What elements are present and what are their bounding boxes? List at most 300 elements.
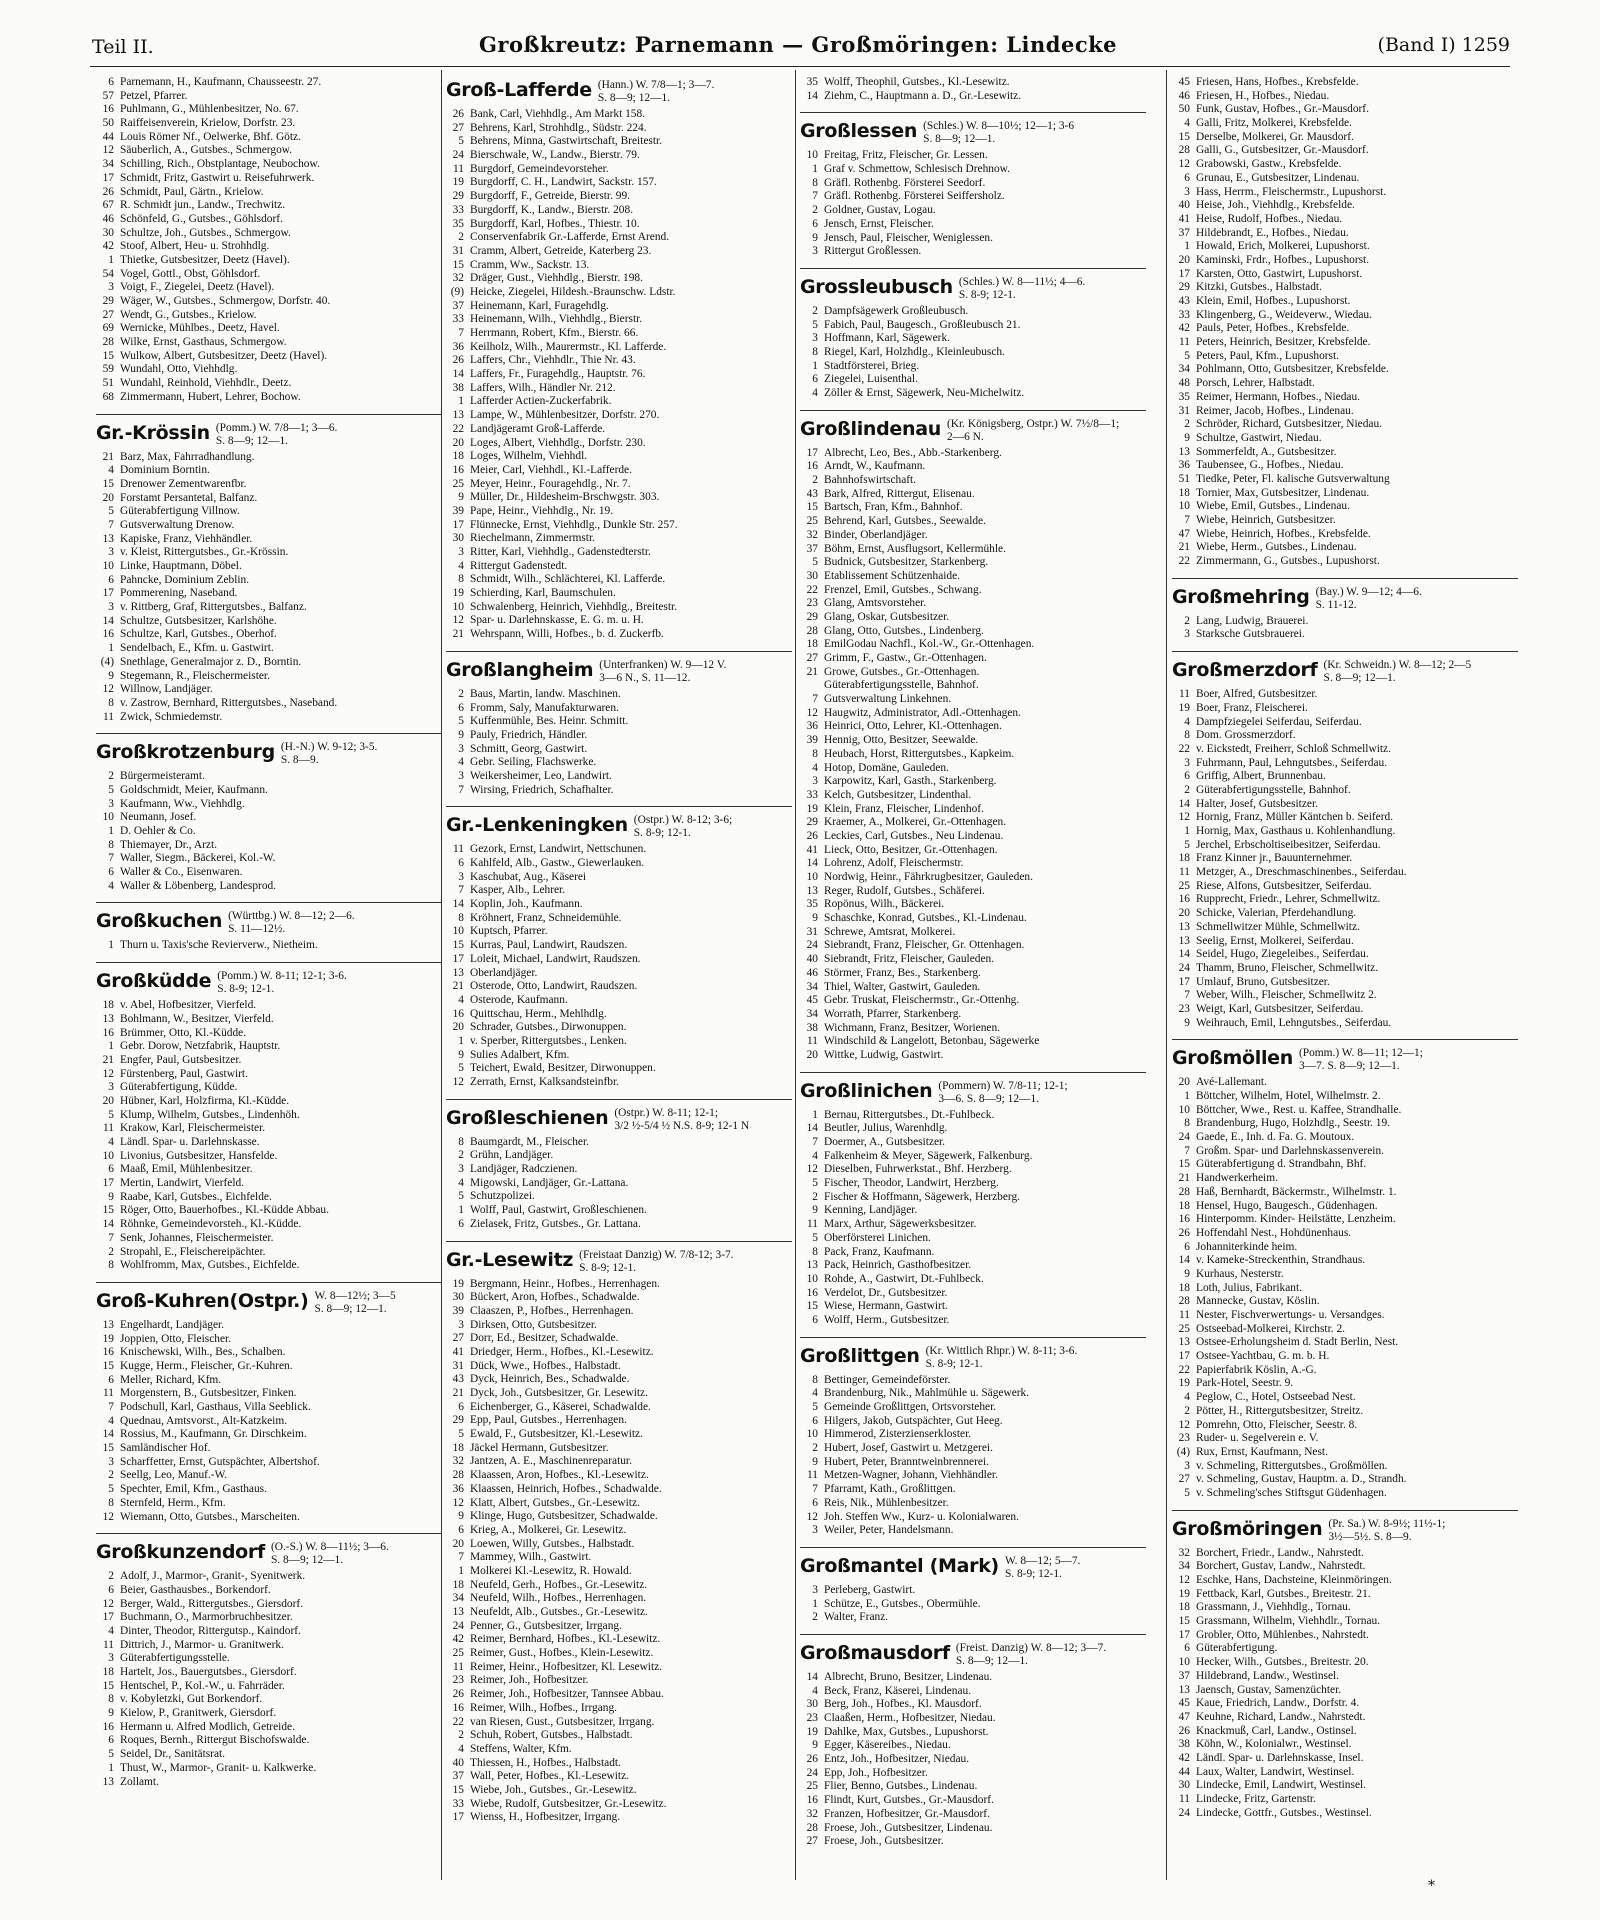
- phone-number: 4: [1184, 117, 1190, 130]
- phone-number: 11: [807, 1469, 818, 1482]
- subscriber-name: Pauls, Peter, Hofbes., Krebsfelde.: [1196, 322, 1350, 335]
- phone-number: 4: [108, 879, 114, 892]
- subscriber-entry: [96, 1095, 442, 1109]
- subscriber-name: Bettinger, Gemeindeförster.: [824, 1373, 951, 1386]
- phone-number: 25: [806, 515, 818, 528]
- phone-number: 15: [102, 1442, 114, 1455]
- subscriber-name: Ländl. Spar- u. Darlehnskasse.: [120, 1136, 260, 1148]
- subscriber-entry: [96, 227, 442, 241]
- subscriber-entry: [1172, 363, 1518, 377]
- subscriber-name: Reimer, Heinr., Hofbesitzer, Kl. Lesewitz.: [470, 1660, 663, 1673]
- subscriber-name: Baumgardt, M., Fleischer.: [470, 1135, 589, 1148]
- subscriber-name: Klaassen, Heinrich, Hofbes., Schadwalde.: [470, 1482, 662, 1495]
- subscriber-entry: [1172, 459, 1518, 473]
- subscriber-entry: [1172, 1131, 1518, 1145]
- subscriber-entry: [446, 702, 792, 716]
- subscriber-name: Neufeld, Gerh., Hofbes., Gr.-Lesewitz.: [470, 1578, 648, 1591]
- subscriber-entry: [446, 980, 792, 994]
- subscriber-entry: [800, 90, 1146, 104]
- subscriber-name: Güterabfertigungsstelle, Bahnhof.: [1196, 783, 1351, 796]
- subscriber-name: Wiebe, Heinrich, Gutsbesitzer.: [1196, 514, 1336, 526]
- subscriber-entry: [1172, 117, 1518, 131]
- subscriber-entry: [800, 707, 1146, 721]
- subscriber-name: Schmidt, Wilh., Schlächterei, Kl. Lafferde.: [470, 573, 666, 586]
- subscriber-entry: [446, 1606, 792, 1620]
- subscriber-entry: [96, 240, 442, 254]
- subscriber-name: Starksche Gutsbrauerei.: [1196, 628, 1305, 641]
- subscriber-entry: [96, 464, 442, 478]
- phone-number: 2: [108, 1245, 114, 1258]
- subscriber-entry: [446, 1414, 792, 1428]
- subscriber-name: Loges, Wilhelm, Viehhdl.: [470, 450, 588, 463]
- phone-number: 18: [1178, 1281, 1190, 1294]
- phone-number: 8: [108, 1693, 114, 1706]
- phone-number: 39: [452, 1304, 464, 1317]
- subscriber-entry: [446, 1620, 792, 1634]
- subscriber-entry: [1172, 839, 1518, 853]
- subscriber-name: Conservenfabrik Gr.-Lafferde, Ernst Arend.: [470, 231, 670, 244]
- phone-number: 10: [1178, 1103, 1190, 1116]
- subscriber-name: Schmellwitzer Mühle, Schmellwitz.: [1196, 920, 1360, 933]
- subscriber-entry: [1172, 1282, 1518, 1296]
- subscriber-entry: [1172, 1615, 1518, 1629]
- subscriber-name: v. Schmeling, Gustav, Hauptm. a. D., Strandh.: [1196, 1473, 1407, 1486]
- subscriber-name: Fuhrmann, Paul, Lehngutsbes., Seiferdau.: [1196, 756, 1388, 769]
- phone-number: 22: [1178, 555, 1190, 568]
- subscriber-name: Engfer, Paul, Gutsbesitzer.: [120, 1053, 242, 1066]
- subscriber-name: Rossius, M., Kaufmann, Gr. Dirschkeim.: [120, 1428, 307, 1441]
- office-hours-sunday: 2—6 N.: [947, 430, 984, 443]
- phone-number: 8: [458, 1135, 464, 1148]
- phone-number: 28: [806, 1821, 818, 1834]
- place-name: Großmausdorf: [800, 1641, 950, 1664]
- subscriber-entry: [96, 199, 442, 213]
- directory-column-3: [800, 76, 1146, 1849]
- subscriber-entry: [800, 1136, 1146, 1150]
- phone-number: 5: [812, 1401, 818, 1413]
- phone-number: 14: [452, 898, 464, 911]
- office-hours: [926, 1345, 1078, 1371]
- subscriber-name: Binder, Oberlandjäger.: [824, 528, 928, 541]
- subscriber-name: Etablissement Schützenhaide.: [824, 569, 961, 582]
- phone-number: 17: [452, 1811, 464, 1824]
- subscriber-name: Derselbe, Molkerei, Gr. Mausdorf.: [1196, 130, 1354, 143]
- subscriber-name: Schultze, Karl, Gutsbes., Oberhof.: [120, 628, 277, 641]
- phone-number: 7: [812, 693, 818, 706]
- subscriber-name: Lindecke, Fritz, Gartenstr.: [1196, 1793, 1316, 1805]
- subscriber-entry: [96, 1428, 442, 1442]
- phone-number: 2: [812, 304, 818, 317]
- subscriber-entry: [96, 1721, 442, 1735]
- subscriber-name: Ziehm, C., Hauptmann a. D., Gr.-Lesewitz.: [824, 89, 1022, 102]
- subscriber-entry: [96, 1109, 442, 1123]
- subscriber-name: Dom. Grossmerzdorf.: [1196, 729, 1296, 742]
- subscriber-entry: [446, 857, 792, 871]
- subscriber-name: Grunau, E., Gutsbesitzer, Lindenau.: [1196, 171, 1360, 184]
- subscriber-entry: [800, 1511, 1146, 1525]
- subscriber-name: Siebrandt, Fritz, Fleischer, Gauleden.: [824, 953, 995, 966]
- phone-number: 45: [1178, 76, 1190, 88]
- subscriber-entry: [1172, 907, 1518, 921]
- subscriber-name: Thurn u. Taxis'sche Revierverw., Nietheim.: [120, 939, 318, 952]
- subscriber-name: Hornig, Franz, Müller Käntchen b. Seiferd.: [1196, 811, 1394, 824]
- subscriber-entry: [1172, 528, 1518, 542]
- phone-number: 19: [806, 1725, 818, 1738]
- subscriber-entry: [1172, 227, 1518, 241]
- office-hours-weekday: (Unterfranken) W. 9—12 V.: [599, 658, 727, 671]
- subscriber-entry: [800, 1300, 1146, 1314]
- place-section-gr-kroessin: [96, 414, 442, 725]
- subscriber-name: Livonius, Gutsbesitzer, Hansfelde.: [120, 1149, 278, 1162]
- phone-number: 2: [108, 1469, 114, 1482]
- subscriber-entry: [1172, 743, 1518, 757]
- phone-number: 9: [458, 728, 464, 741]
- phone-number: 13: [1178, 920, 1190, 933]
- place-name: Großmerzdorf: [1172, 659, 1318, 682]
- subscriber-name: Pahncke, Dominium Zeblin.: [120, 573, 250, 586]
- subscriber-name: Penner, G., Gutsbesitzer, Irrgang.: [470, 1619, 622, 1632]
- subscriber-name: Mammey, Wilh., Gastwirt.: [470, 1551, 592, 1564]
- phone-number: 7: [108, 1401, 114, 1413]
- subscriber-entry: [1172, 1752, 1518, 1766]
- subscriber-entry: [800, 953, 1146, 967]
- phone-number: 45: [806, 994, 818, 1007]
- subscriber-name: v. Kleist, Rittergutsbes., Gr.-Krössin.: [120, 546, 289, 559]
- subscriber-entry: [800, 1204, 1146, 1218]
- subscriber-entry: [446, 1373, 792, 1387]
- subscriber-name: Riechelmann, Zimmermstr.: [470, 532, 595, 545]
- phone-number: 13: [452, 966, 464, 979]
- subscriber-entry: [1172, 729, 1518, 743]
- subscriber-entry: [800, 218, 1146, 232]
- subscriber-entry: [446, 1149, 792, 1163]
- subscriber-entry: [1172, 615, 1518, 629]
- subscriber-name: v. Schmeling'sches Stiftsgut Güdenhagen.: [1196, 1486, 1387, 1499]
- subscriber-name: Sommerfeldt, A., Gutsbesitzer.: [1196, 445, 1337, 458]
- phone-number: 35: [806, 898, 818, 911]
- phone-number: 26: [452, 1688, 464, 1701]
- subscriber-name: Raiffeisenverein, Krielow, Dorfstr. 23.: [120, 117, 296, 130]
- subscriber-name: v. Zastrow, Bernhard, Rittergutsbes., Naseband.: [120, 696, 338, 709]
- subscriber-name: Kröhnert, Franz, Schneidemühle.: [470, 911, 622, 924]
- subscriber-name: Thiel, Walter, Gastwirt, Gauleden.: [824, 980, 981, 993]
- subscriber-name: Seellg, Leo, Manuf.-W.: [120, 1469, 228, 1482]
- subscriber-name: Behrens, Minna, Gastwirtschaft, Breitestr.: [470, 135, 663, 148]
- subscriber-name: Hildebrand, Landw., Westinsel.: [1196, 1669, 1340, 1682]
- phone-number: 44: [102, 130, 114, 143]
- subscriber-name: Sendelbach, E., Kfm. u. Gastwirt.: [120, 642, 274, 655]
- subscriber-entry: [96, 1246, 442, 1260]
- subscriber-entry: [446, 688, 792, 702]
- subscriber-name: Weiler, Peter, Handelsmann.: [824, 1524, 954, 1537]
- subscriber-name: Kugge, Herm., Fleischer, Gr.-Kuhren.: [120, 1359, 293, 1372]
- phone-number: 16: [452, 1701, 464, 1714]
- phone-number: 11: [1179, 688, 1190, 701]
- subscriber-entry: [800, 898, 1146, 912]
- subscriber-name: Dirksen, Otto, Gutsbesitzer.: [470, 1318, 597, 1331]
- subscriber-entry: [446, 843, 792, 857]
- subscriber-name: Schmidt, Paul, Gärtn., Krielow.: [120, 185, 264, 198]
- subscriber-entry: [800, 556, 1146, 570]
- subscriber-entry: [96, 1570, 442, 1584]
- subscriber-entry: [800, 720, 1146, 734]
- subscriber-name: Ziegelei, Luisenthal.: [824, 373, 918, 386]
- subscriber-name: Morgenstern, B., Gutsbesitzer, Finken.: [120, 1387, 297, 1400]
- phone-number: 3: [458, 769, 464, 782]
- subscriber-name: Johanniterkinde heim.: [1196, 1240, 1298, 1253]
- subscriber-entry: [800, 1671, 1146, 1685]
- place-section-grosskuchen: [96, 902, 442, 953]
- subscriber-name: Burgdorff, F., Getreide, Bierstr. 99.: [470, 190, 631, 203]
- subscriber-entry: [446, 1538, 792, 1552]
- subscriber-name: Zollamt.: [120, 1775, 159, 1788]
- phone-number: 7: [458, 327, 464, 339]
- subscriber-name: Röger, Otto, Bauerhofbes., Kl.-Küdde Abbau.: [120, 1204, 329, 1217]
- subscriber-entry: [96, 839, 442, 853]
- subscriber-entry: [96, 1136, 442, 1150]
- subscriber-name: Sternfeld, Herm., Kfm.: [120, 1496, 226, 1509]
- subscriber-entry: [446, 587, 792, 601]
- subscriber-name: Haugwitz, Administrator, Adl.-Ottenhagen.: [824, 706, 1021, 719]
- subscriber-name: Siebrandt, Franz, Fleischer, Gr. Ottenhagen.: [824, 939, 1025, 952]
- phone-number: 3: [108, 1455, 114, 1468]
- subscriber-name: Wiebe, Herm., Gutsbes., Lindenau.: [1196, 541, 1357, 554]
- subscriber-entry: [446, 1702, 792, 1716]
- subscriber-name: Fettback, Karl, Gutsbes., Breitestr. 21.: [1196, 1587, 1371, 1600]
- subscriber-entry: [800, 1598, 1146, 1612]
- directory-column-4: [1172, 76, 1518, 1820]
- phone-number: 10: [452, 600, 464, 613]
- subscriber-entry: [96, 505, 442, 519]
- phone-number: 8: [108, 1259, 114, 1272]
- subscriber-name: Hornig, Max, Gasthaus u. Kohlenhandlung.: [1196, 825, 1396, 837]
- subscriber-name: van Riesen, Gust., Gutsbesitzer, Irrgang.: [470, 1715, 655, 1728]
- phone-number: 13: [1178, 1683, 1190, 1696]
- subscriber-entry: [96, 1040, 442, 1054]
- subscriber-entry: [96, 1163, 442, 1177]
- subscriber-name: Schütze, E., Gutsbes., Obermühle.: [824, 1597, 981, 1610]
- subscriber-entry: [1172, 784, 1518, 798]
- subscriber-name: Reis, Nik., Mühlenbesitzer.: [824, 1496, 949, 1509]
- subscriber-name: v. Rittberg, Graf, Rittergutsbes., Balfanz.: [120, 601, 307, 614]
- subscriber-entry: [96, 172, 442, 186]
- subscriber-name: Schutzpolizei.: [470, 1190, 535, 1203]
- subscriber-name: Schultze, Gutsbesitzer, Karlshöhe.: [120, 614, 277, 627]
- subscriber-name: Kraemer, A., Molkerei, Gr.-Ottenhagen.: [824, 816, 1007, 829]
- subscriber-entry: [446, 573, 792, 587]
- subscriber-entry: [96, 391, 442, 405]
- subscriber-name: Tiedke, Peter, Fl. kalische Gutsverwaltung: [1196, 472, 1390, 485]
- subscriber-name: Zimmermann, G., Gutsbes., Lupushorst.: [1196, 555, 1380, 568]
- subscriber-entry: [1172, 1350, 1518, 1364]
- phone-number: 15: [1178, 1158, 1190, 1171]
- subscriber-name: Kahlfeld, Alb., Gastw., Giewerlauken.: [470, 857, 645, 869]
- column-divider: [795, 70, 796, 1880]
- subscriber-name: v. Abel, Hofbesitzer, Vierfeld.: [120, 999, 257, 1012]
- phone-number: 27: [452, 121, 464, 134]
- phone-number: 3: [1184, 1459, 1190, 1472]
- subscriber-name: Wittke, Ludwig, Gastwirt.: [824, 1048, 944, 1061]
- subscriber-entry: [1172, 1186, 1518, 1200]
- subscriber-entry: [800, 543, 1146, 557]
- office-hours: [228, 910, 355, 936]
- subscriber-name: Fürstenberg, Paul, Gastwirt.: [120, 1067, 248, 1080]
- subscriber-entry: [446, 1729, 792, 1743]
- subscriber-name: Wernicke, Mühlbes., Deetz, Havel.: [120, 322, 280, 335]
- phone-number: 19: [1178, 1377, 1190, 1390]
- phone-number: 15: [102, 1204, 114, 1217]
- subscriber-entry: [96, 281, 442, 295]
- subscriber-entry: [96, 825, 442, 839]
- subscriber-name: Rux, Ernst, Kaufmann, Nest.: [1196, 1445, 1328, 1458]
- subscriber-name: Stropahl, E., Fleischereipächter.: [120, 1245, 266, 1258]
- subscriber-entry: [1172, 1725, 1518, 1739]
- subscriber-entry: [800, 748, 1146, 762]
- place-section-grosslangheim: [446, 651, 792, 798]
- subscriber-name: Loleit, Michael, Landwirt, Raudszen.: [470, 952, 641, 965]
- subscriber-name: Senk, Johannes, Fleischermeister.: [120, 1231, 274, 1244]
- phone-number: 15: [102, 1679, 114, 1692]
- subscriber-name: Kielow, P., Granitwerk, Giersdorf.: [120, 1707, 277, 1720]
- phone-number: 6: [812, 373, 818, 386]
- subscriber-name: Beutler, Julius, Warenhdlg.: [824, 1122, 948, 1135]
- subscriber-name: Schaschke, Konrad, Gutsbes., Kl.-Lindenau.: [824, 912, 1027, 925]
- subscriber-name: Wundahl, Otto, Viehhdlg.: [120, 363, 238, 376]
- phone-number: 6: [108, 1734, 114, 1747]
- office-hours-weekday: (Bay.) W. 9—12; 4—6.: [1315, 585, 1422, 598]
- subscriber-name: Riegel, Karl, Holzhdlg., Kleinleubusch.: [824, 345, 1005, 358]
- subscriber-entry: [96, 852, 442, 866]
- subscriber-entry: [800, 652, 1146, 666]
- subscriber-name: Wichmann, Franz, Besitzer, Worienen.: [824, 1021, 1001, 1034]
- phone-number: 14: [102, 1428, 114, 1441]
- phone-number: 34: [806, 1007, 818, 1020]
- subscriber-name: Verdelot, Dr., Gutsbesitzer.: [824, 1286, 948, 1299]
- subscriber-entry: [800, 1049, 1146, 1063]
- subscriber-entry: [800, 245, 1146, 259]
- subscriber-entry: [96, 601, 442, 615]
- subscriber-entry: [1172, 1547, 1518, 1561]
- phone-number: 48: [1178, 377, 1190, 390]
- phone-number: 1: [812, 163, 818, 176]
- office-hours-sunday: 3½—5½. S. 8—9.: [1328, 1530, 1412, 1543]
- subscriber-entry: [96, 1598, 442, 1612]
- phone-number: 42: [102, 240, 114, 253]
- subscriber-entry: [800, 515, 1146, 529]
- subscriber-entry: [800, 360, 1146, 374]
- phone-number: 10: [102, 811, 114, 824]
- subscriber-name: Doermer, A., Gutsbesitzer.: [824, 1136, 946, 1148]
- subscriber-name: Burgdorf, Gemeindevorsteher.: [470, 162, 609, 175]
- subscriber-name: Kapiske, Franz, Viehhändler.: [120, 532, 253, 545]
- subscriber-name: v. Eickstedt, Freiherr, Schloß Schmellwitz.: [1196, 742, 1391, 755]
- phone-number: 29: [452, 1414, 464, 1427]
- phone-number: 27: [102, 308, 114, 321]
- subscriber-name: Wolff, Theophil, Gutsbes., Kl.-Lesewitz.: [824, 76, 1010, 88]
- subscriber-name: Pape, Heinr., Viehhdlg., Nr. 19.: [470, 504, 614, 517]
- subscriber-entry: [800, 1387, 1146, 1401]
- subscriber-name: Thiemayer, Dr., Arzt.: [120, 838, 217, 851]
- place-heading: [96, 421, 442, 449]
- subscriber-name: Müller, Dr., Hildesheim-Brschwgstr. 303.: [470, 491, 660, 504]
- subscriber-name: Voigt, F., Ziegelei, Deetz (Havel).: [120, 281, 275, 294]
- subscriber-entry: [96, 295, 442, 309]
- subscriber-name: Güterabfertigung d. Strandbahn, Bhf.: [1196, 1158, 1367, 1171]
- subscriber-name: Reimer, Joh., Hofbesitzer, Tannsee Abbau.: [470, 1688, 664, 1701]
- subscriber-name: Wulkow, Albert, Gutsbesitzer, Deetz (Havel).: [120, 349, 328, 362]
- subscriber-name: Dück, Wwe., Hofbes., Halbstadt.: [470, 1359, 621, 1372]
- subscriber-entry: [96, 90, 442, 104]
- subscriber-entry: [800, 857, 1146, 871]
- phone-number: 7: [1184, 514, 1190, 526]
- place-section-grossmausdorf: [800, 1634, 1146, 1849]
- subscriber-name: Reger, Rudolf, Gutsbes., Schäferei.: [824, 884, 985, 897]
- phone-number: 5: [108, 505, 114, 518]
- subscriber-entry: [1172, 158, 1518, 172]
- phone-number: 17: [102, 1177, 114, 1190]
- subscriber-name: Loges, Albert, Viehhdlg., Dorfstr. 230.: [470, 436, 646, 449]
- phone-number: 6: [458, 701, 464, 714]
- subscriber-name: Budnick, Gutsbesitzer, Starkenberg.: [824, 556, 989, 569]
- subscriber-name: Köhn, W., Kolonialwr., Westinsel.: [1196, 1738, 1352, 1751]
- subscriber-name: Oberförsterei Linichen.: [824, 1231, 931, 1244]
- phone-number: 7: [108, 518, 114, 531]
- subscriber-name: Reimer, Jacob, Hofbes., Lindenau.: [1196, 404, 1354, 417]
- phone-number: 5: [458, 1190, 464, 1203]
- phone-number: 15: [102, 1359, 114, 1372]
- subscriber-name: Pohlmann, Otto, Gutsbesitzer, Krebsfelde.: [1196, 363, 1389, 376]
- subscriber-name: Rupprecht, Friedr., Lehrer, Schmellwitz.: [1196, 893, 1381, 906]
- place-section-grosslittgen: [800, 1337, 1146, 1538]
- place-heading: [800, 1641, 1146, 1669]
- phone-number: 38: [1178, 1738, 1190, 1751]
- subscriber-name: Kaminski, Frdr., Hofbes., Lupushorst.: [1196, 253, 1370, 266]
- place-section-gross-kuhren: [96, 1282, 442, 1524]
- subscriber-entry: [446, 1811, 792, 1825]
- subscriber-name: Beier, Gasthausbes., Borkendorf.: [120, 1583, 271, 1596]
- phone-number: 13: [1178, 1336, 1190, 1349]
- subscriber-entry: [446, 1592, 792, 1606]
- subscriber-name: Entz, Joh., Hofbesitzer, Niedau.: [824, 1753, 970, 1766]
- place-section-grossleubusch: [800, 268, 1146, 401]
- subscriber-name: Joppien, Otto, Fleischer.: [120, 1332, 232, 1345]
- subscriber-entry: [1172, 487, 1518, 501]
- subscriber-name: Schmitt, Georg, Gastwirt.: [470, 742, 588, 755]
- phone-number: 6: [458, 857, 464, 869]
- subscriber-name: Kaue, Friedrich, Landw., Dorfstr. 4.: [1196, 1697, 1360, 1710]
- phone-number: 8: [108, 696, 114, 709]
- subscriber-entry: [446, 729, 792, 743]
- subscriber-name: Koplin, Joh., Kaufmann.: [470, 898, 583, 911]
- subscriber-name: Landjägeramt Groß-Lafferde.: [470, 422, 606, 435]
- phone-number: 36: [452, 340, 464, 353]
- phone-number: 1: [458, 1204, 464, 1217]
- subscriber-name: Epp, Joh., Hofbesitzer.: [824, 1766, 928, 1779]
- subscriber-name: Albrecht, Bruno, Besitzer, Lindenau.: [824, 1670, 993, 1683]
- subscriber-entry: [1172, 281, 1518, 295]
- subscriber-name: Neumann, Josef.: [120, 811, 197, 824]
- office-hours: [938, 1080, 1067, 1106]
- phone-number: 6: [812, 217, 818, 230]
- subscriber-name: Schicke, Valerian, Pferdehandlung.: [1196, 907, 1357, 920]
- subscriber-entry: [800, 830, 1146, 844]
- phone-number: 5: [458, 1062, 464, 1075]
- subscriber-entry: [800, 1177, 1146, 1191]
- subscriber-entry: [96, 1456, 442, 1470]
- phone-number: 5: [108, 1748, 114, 1761]
- place-section-grossleschienen: [446, 1099, 792, 1232]
- subscriber-name: Wiebe, Emil, Gutsbes., Lindenau.: [1196, 500, 1350, 513]
